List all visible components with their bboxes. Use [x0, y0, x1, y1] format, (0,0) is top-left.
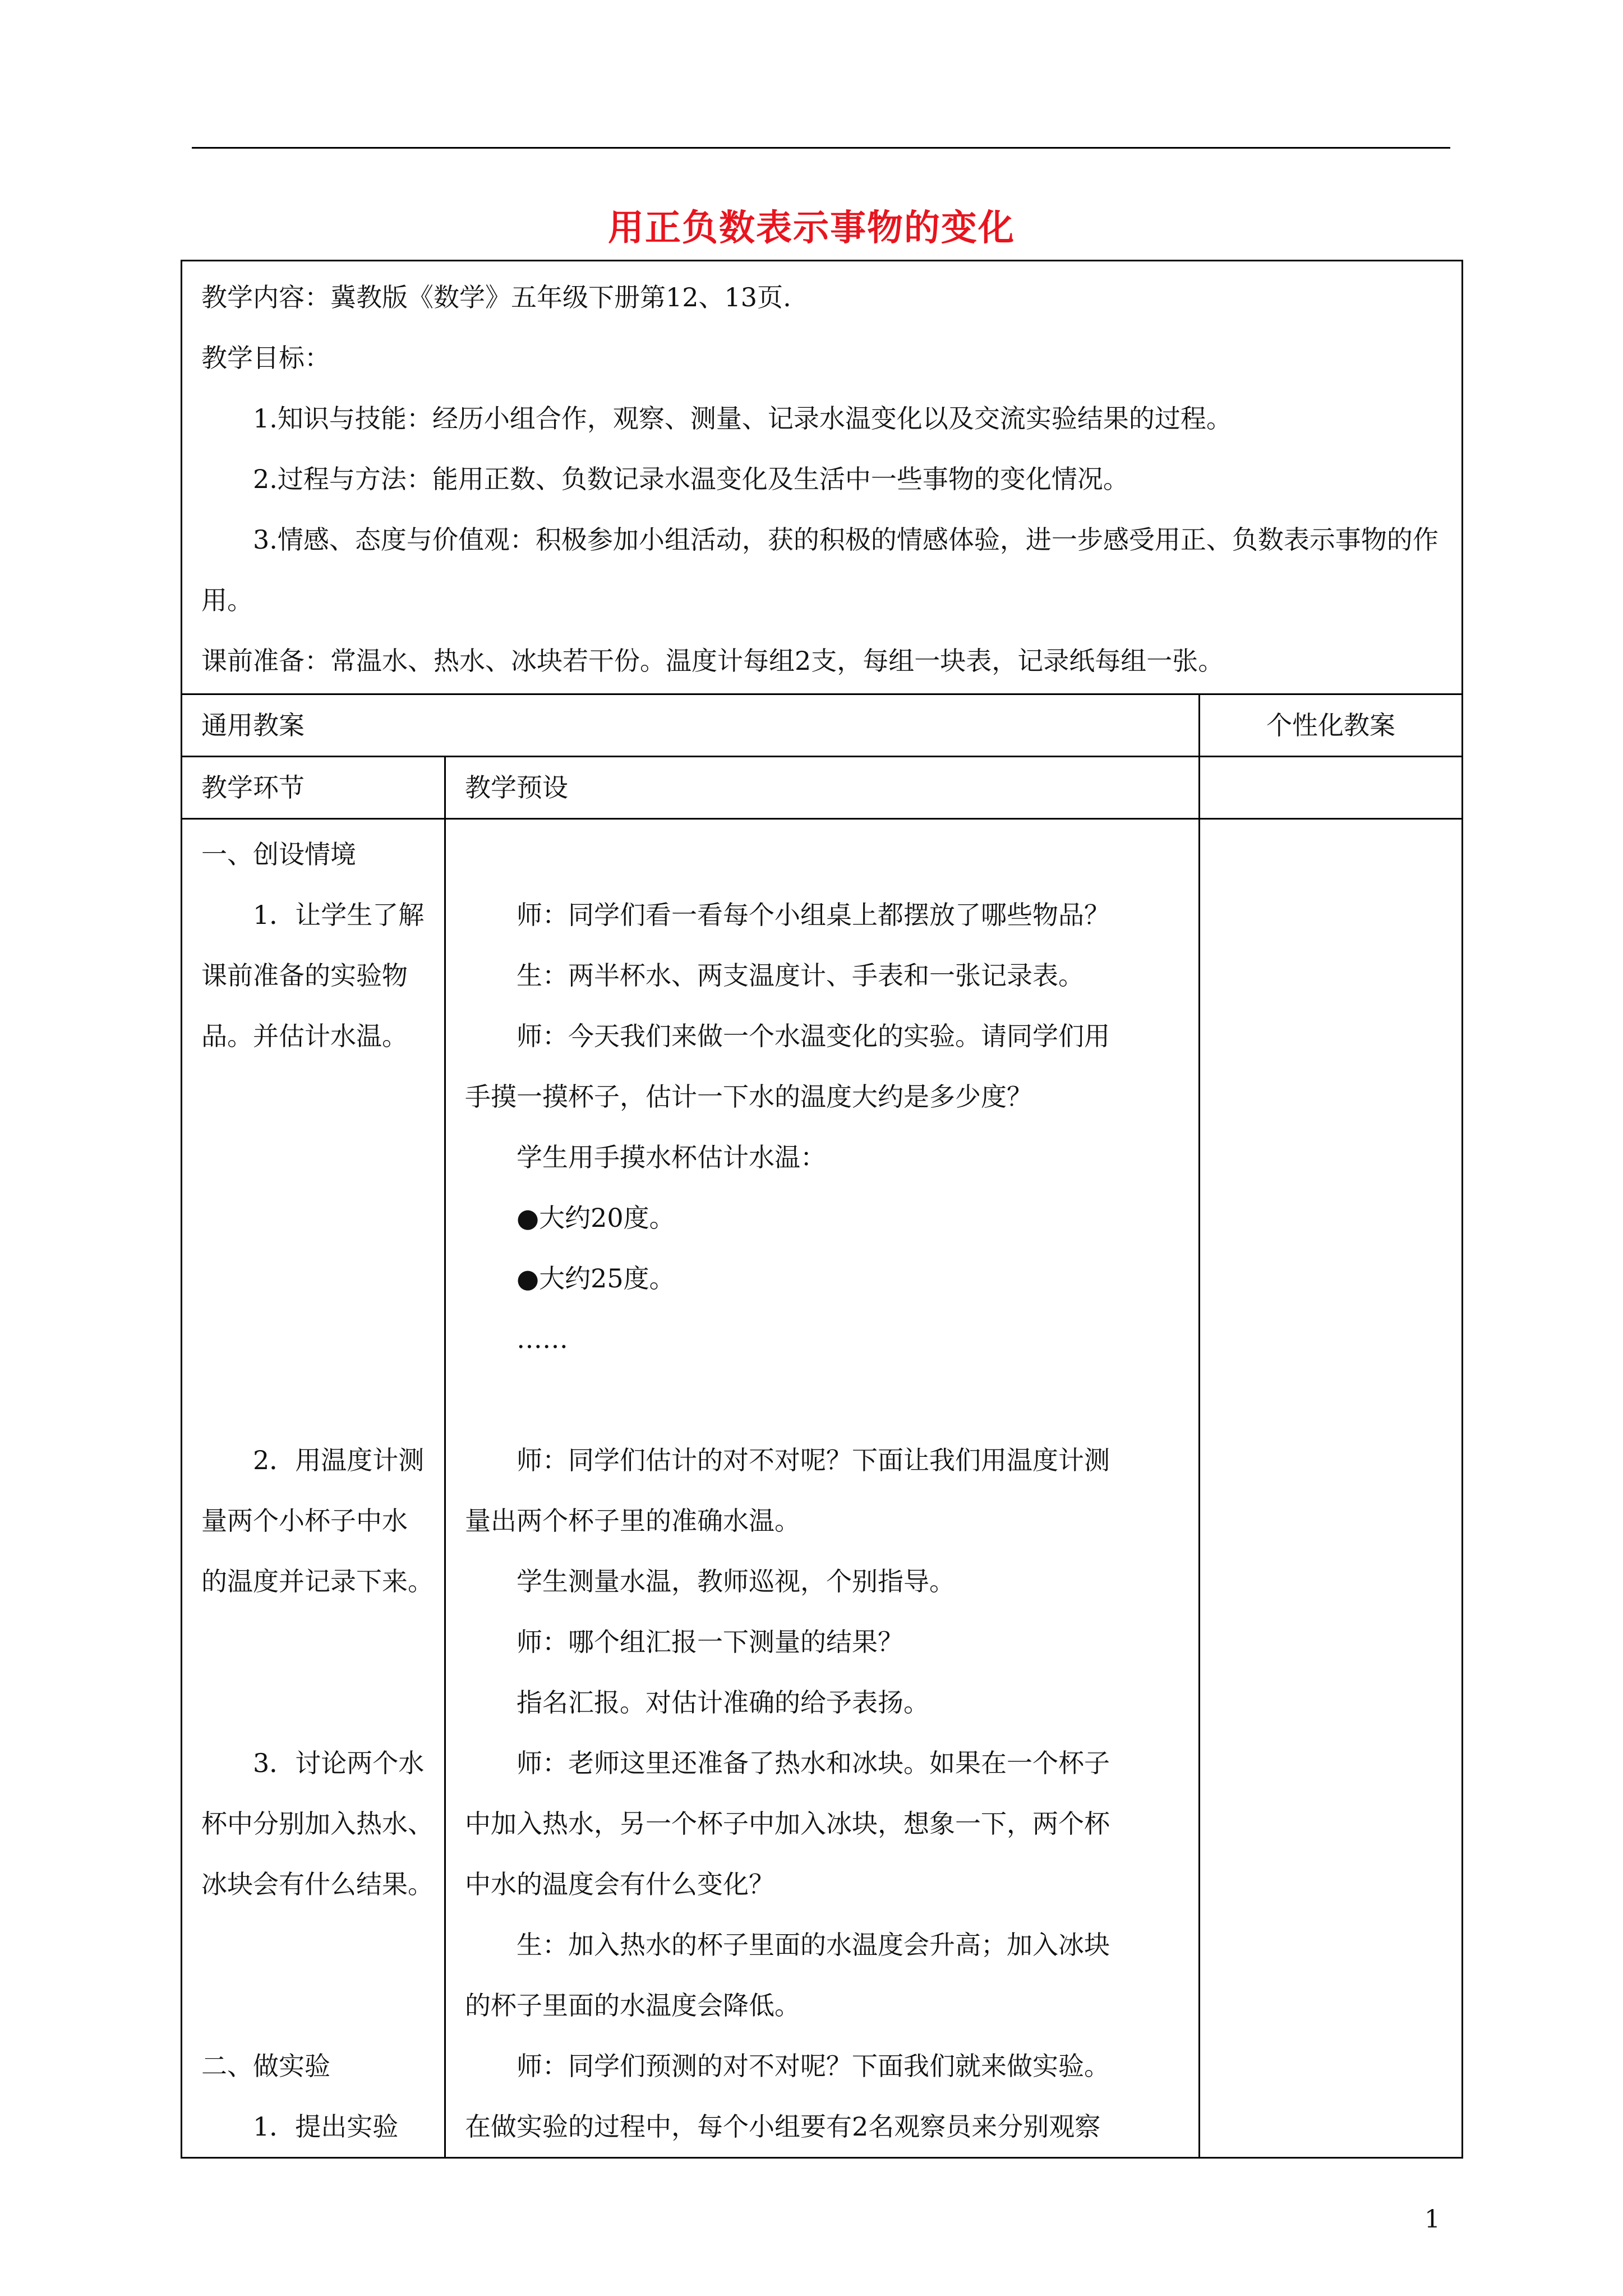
plan-column-header: 教学预设	[445, 757, 1200, 819]
plan-line: ●大约25度。	[517, 1263, 675, 1294]
stage-item: 的温度并记录下来。	[201, 1566, 434, 1596]
spacer	[201, 1188, 425, 1248]
general-plan-header: 通用教案	[182, 694, 1200, 757]
plan-line: 学生测量水温，教师巡视，个别指导。	[517, 1566, 955, 1596]
plan-cell	[445, 819, 1200, 2158]
lesson-plan-table	[181, 260, 1463, 2159]
goal-item: 1.知识与技能：经历小组合作，观察、测量、记录水温变化以及交流实验结果的过程。	[253, 403, 1232, 434]
header-rule	[192, 147, 1450, 149]
stage-item: 1．提出实验	[253, 2111, 399, 2142]
stage-item: 3．讨论两个水	[253, 1748, 425, 1778]
document-title: 用正负数表示事物的变化	[608, 207, 1015, 249]
spacer	[201, 1309, 425, 1369]
intro-row	[182, 261, 1463, 694]
personal-column-header	[1200, 757, 1463, 819]
plan-line: 生：两半杯水、两支温度计、手表和一张记录表。	[517, 960, 1084, 991]
stage-item: 杯中分别加入热水、	[201, 1809, 434, 1839]
spacer	[465, 1369, 1179, 1430]
teaching-goals-label: 教学目标：	[201, 343, 330, 373]
plan-line: 中加入热水，另一个杯子中加入冰块，想象一下，两个杯	[465, 1809, 1110, 1839]
spacer	[201, 1612, 425, 1672]
plan-line: 指名汇报。对估计准确的给予表扬。	[517, 1687, 929, 1718]
spacer	[201, 1975, 425, 2036]
column-header-row	[182, 757, 1463, 819]
plan-line: 中水的温度会有什么变化？	[465, 1869, 774, 1899]
personal-plan-header: 个性化教案	[1200, 694, 1463, 757]
spacer	[201, 1248, 425, 1309]
goal-item: 3.情感、态度与价值观：积极参加小组活动，获的积极的情感体验，进一步感受用正、负数表示事物的作用。	[201, 524, 1438, 615]
body-row	[182, 819, 1463, 2158]
stage-item: 量两个小杯子中水	[201, 1506, 408, 1536]
section-heading: 一、创设情境	[201, 839, 356, 869]
stage-item: 1．让学生了解	[253, 900, 425, 930]
spacer	[201, 1066, 425, 1127]
section-header-row	[182, 694, 1463, 757]
goal-item: 2.过程与方法：能用正数、负数记录水温变化及生活中一些事物的变化情况。	[253, 464, 1129, 494]
spacer	[201, 1915, 425, 1975]
plan-line: 手摸一摸杯子，估计一下水的温度大约是多少度？	[465, 1082, 1032, 1112]
plan-line: 师：今天我们来做一个水温变化的实验。请同学们用	[517, 1021, 1110, 1051]
spacer	[465, 824, 1179, 885]
stage-item: 品。并估计水温。	[201, 1021, 408, 1051]
plan-line: 师：同学们预测的对不对呢？下面我们就来做实验。	[517, 2051, 1110, 2081]
plan-line: 师：同学们看一看每个小组桌上都摆放了哪些物品？	[517, 900, 1110, 930]
stage-column-header: 教学环节	[182, 757, 445, 819]
stage-cell	[182, 819, 445, 2158]
page-number: 1	[1424, 2205, 1440, 2234]
plan-line: 师：哪个组汇报一下测量的结果？	[517, 1627, 903, 1657]
spacer	[201, 1127, 425, 1188]
plan-line: 生：加入热水的杯子里面的水温度会升高；加入冰块	[517, 1930, 1110, 1960]
plan-line: 师：同学们估计的对不对呢？下面让我们用温度计测	[517, 1445, 1110, 1475]
plan-line: ●大约20度。	[517, 1203, 675, 1233]
intro-cell	[182, 261, 1463, 694]
personal-plan-cell	[1200, 819, 1463, 2158]
plan-line: 师：老师这里还准备了热水和冰块。如果在一个杯子	[517, 1748, 1110, 1778]
plan-line: 在做实验的过程中，每个小组要有2名观察员来分别观察	[465, 2111, 1101, 2142]
plan-line: ……	[517, 1324, 568, 1354]
section-heading: 二、做实验	[201, 2051, 330, 2081]
plan-line: 学生用手摸水杯估计水温：	[517, 1142, 826, 1172]
stage-item: 2．用温度计测	[253, 1445, 425, 1475]
spacer	[201, 1369, 425, 1430]
plan-line: 量出两个杯子里的准确水温。	[465, 1506, 800, 1536]
spacer	[201, 1672, 425, 1733]
plan-line: 的杯子里面的水温度会降低。	[465, 1990, 800, 2021]
stage-item: 冰块会有什么结果。	[201, 1869, 434, 1899]
class-preparation: 课前准备：常温水、热水、冰块若干份。温度计每组2支，每组一块表，记录纸每组一张。	[201, 646, 1224, 676]
stage-item: 课前准备的实验物	[201, 960, 408, 991]
teaching-content: 教学内容：冀教版《数学》五年级下册第12、13页.	[201, 282, 791, 312]
